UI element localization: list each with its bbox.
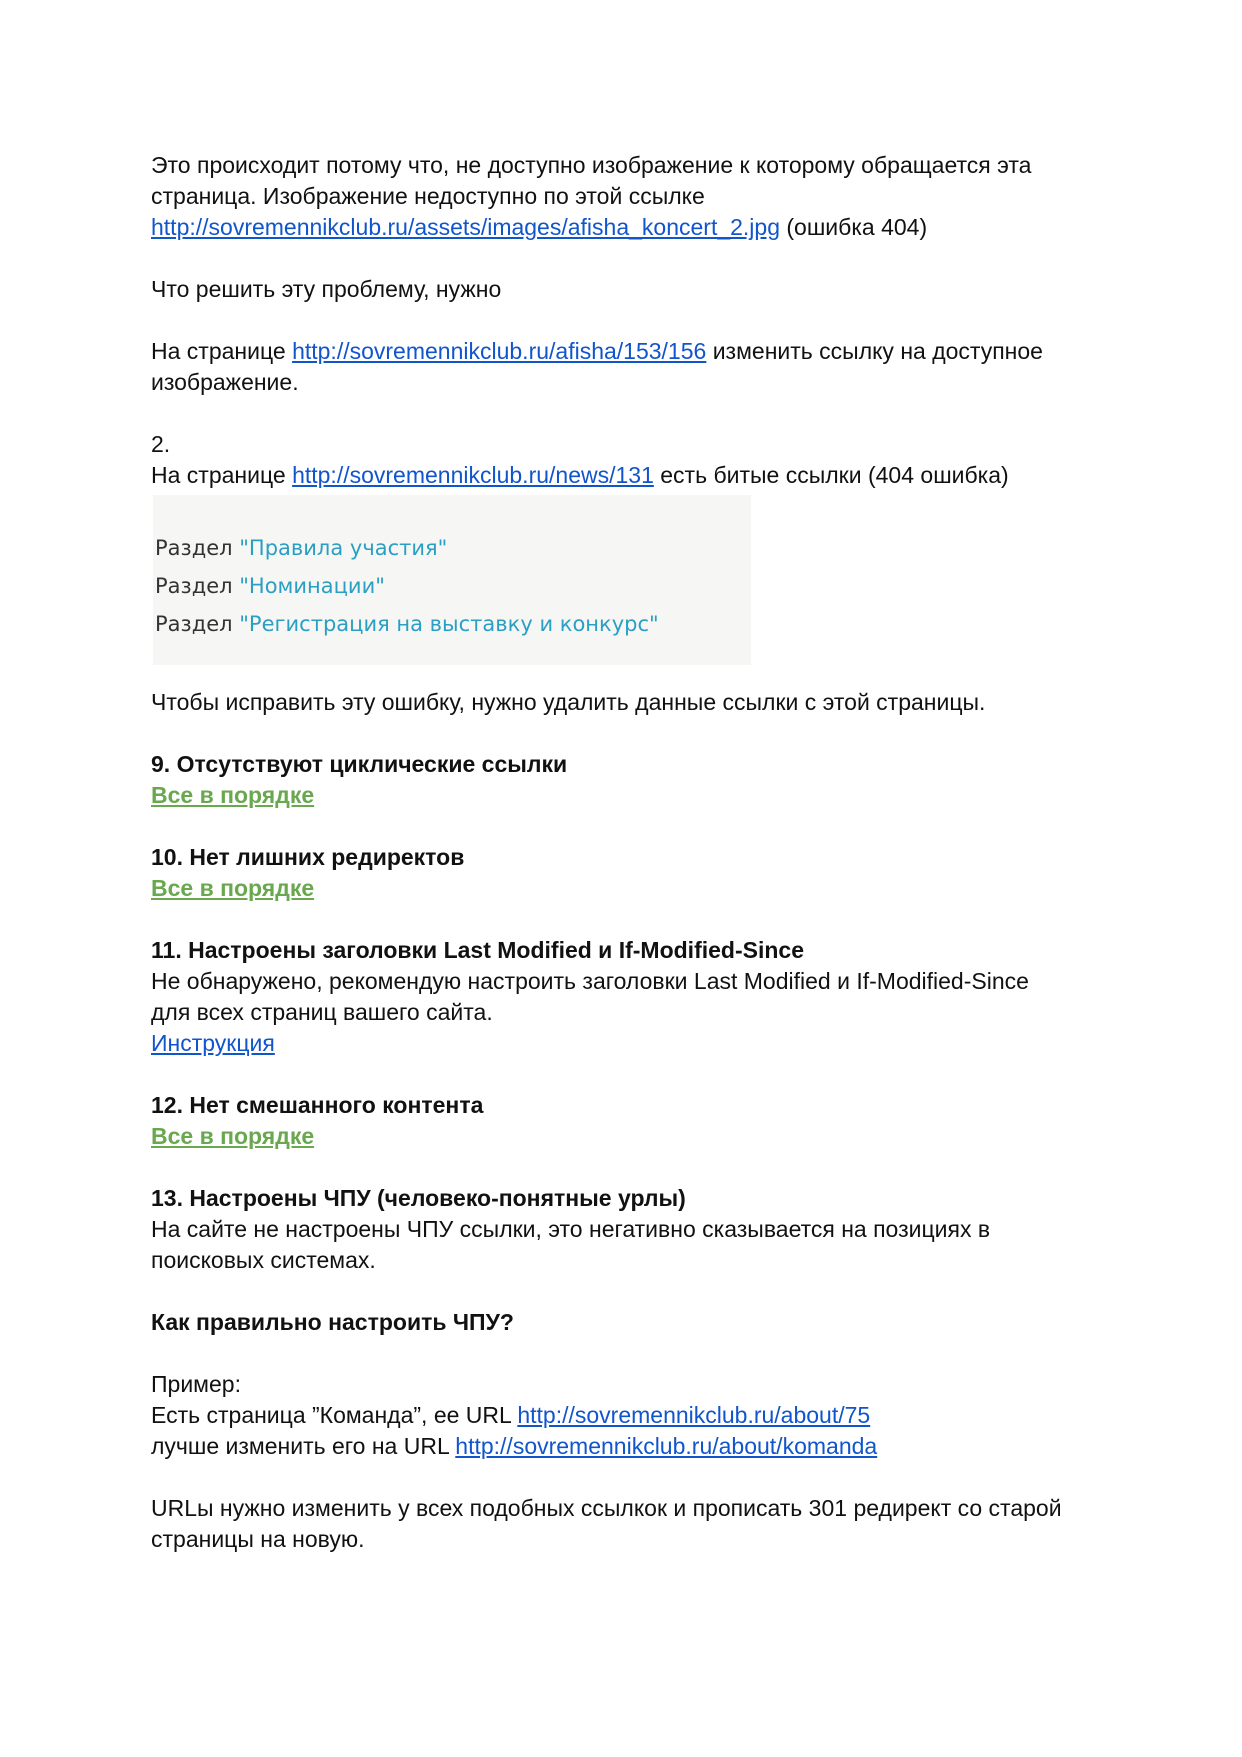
row-label: Раздел	[155, 574, 240, 598]
text: Это происходит потому что, не доступно изображение к которому обращается эта	[151, 152, 1032, 178]
text: для всех страниц вашего сайта.	[151, 999, 493, 1025]
status-ok: Все в порядке	[151, 1123, 315, 1149]
about-new-url-link[interactable]: http://sovremennikclub.ru/about/komanda	[455, 1433, 878, 1459]
afisha-page-link[interactable]: http://sovremennikclub.ru/afisha/153/156	[292, 338, 707, 364]
text: На сайте не настроены ЧПУ ссылки, это негативно сказывается на позициях в	[151, 1216, 991, 1242]
paragraph-final	[151, 1493, 1111, 1555]
instruction-link[interactable]: Инструкция	[151, 1030, 275, 1056]
status-ok: Все в порядке	[151, 782, 315, 808]
paragraph-remove-links: Чтобы исправить эту ошибку, нужно удалить данные ссылки с этой страницы.	[151, 689, 986, 715]
status-ok: Все в порядке	[151, 875, 315, 901]
text: Пример:	[151, 1371, 241, 1397]
document-body	[151, 150, 1111, 1555]
section-10	[151, 842, 1111, 904]
screenshot-row	[153, 529, 751, 567]
row-section: "Номинации"	[239, 574, 385, 598]
row-section: "Правила участия"	[239, 536, 448, 560]
paragraph-solution: Что решить эту проблему, нужно	[151, 276, 502, 302]
section-title: 11. Настроены заголовки Last Modified и If-Modified-Since	[151, 937, 804, 963]
section-title: 9. Отсутствуют циклические ссылки	[151, 751, 568, 777]
paragraph-image-error	[151, 150, 1111, 243]
text: URLы нужно изменить у всех подобных ссылкок и прописать 301 редирект со старой	[151, 1495, 1062, 1521]
paragraph-broken-links	[151, 429, 1111, 491]
text: На странице	[151, 338, 293, 364]
section-title: 13. Настроены ЧПУ (человеко-понятные урлы)	[151, 1185, 686, 1211]
row-section: "Регистрация на выставку и конкурс"	[239, 612, 659, 636]
section-title: 12. Нет смешанного контента	[151, 1092, 484, 1118]
text: страница. Изображение недоступно по этой ссылке	[151, 183, 705, 209]
section-11	[151, 935, 1111, 1059]
text: Не обнаружено, рекомендую настроить заголовки Last Modified и If-Modified-Since	[151, 968, 1029, 994]
about-old-url-link[interactable]: http://sovremennikclub.ru/about/75	[517, 1402, 871, 1428]
section-title: 10. Нет лишних редиректов	[151, 844, 465, 870]
text: (ошибка 404)	[780, 214, 928, 240]
text: есть битые ссылки (404 ошибка)	[653, 462, 1009, 488]
list-number: 2.	[151, 431, 171, 457]
row-label: Раздел	[155, 536, 240, 560]
text: страницы на новую.	[151, 1526, 365, 1552]
text: изображение.	[151, 369, 299, 395]
screenshot-row	[153, 567, 751, 605]
news-page-link[interactable]: http://sovremennikclub.ru/news/131	[292, 462, 654, 488]
howto-title: Как правильно настроить ЧПУ?	[151, 1309, 514, 1335]
section-12	[151, 1090, 1111, 1152]
text: Есть страница ”Команда”, ее URL	[151, 1402, 518, 1428]
text: изменить ссылку на доступное	[706, 338, 1043, 364]
text: лучше изменить его на URL	[151, 1433, 456, 1459]
paragraph-fix-image	[151, 336, 1111, 398]
text: На странице	[151, 462, 293, 488]
broken-image-link[interactable]: http://sovremennikclub.ru/assets/images/afisha_koncert_2.jpg	[151, 214, 780, 240]
row-label: Раздел	[155, 612, 240, 636]
text: поисковых системах.	[151, 1247, 376, 1273]
broken-links-screenshot	[153, 495, 751, 665]
section-9	[151, 749, 1111, 811]
section-13	[151, 1183, 1111, 1276]
screenshot-row	[153, 605, 751, 643]
paragraph-example	[151, 1369, 1111, 1462]
